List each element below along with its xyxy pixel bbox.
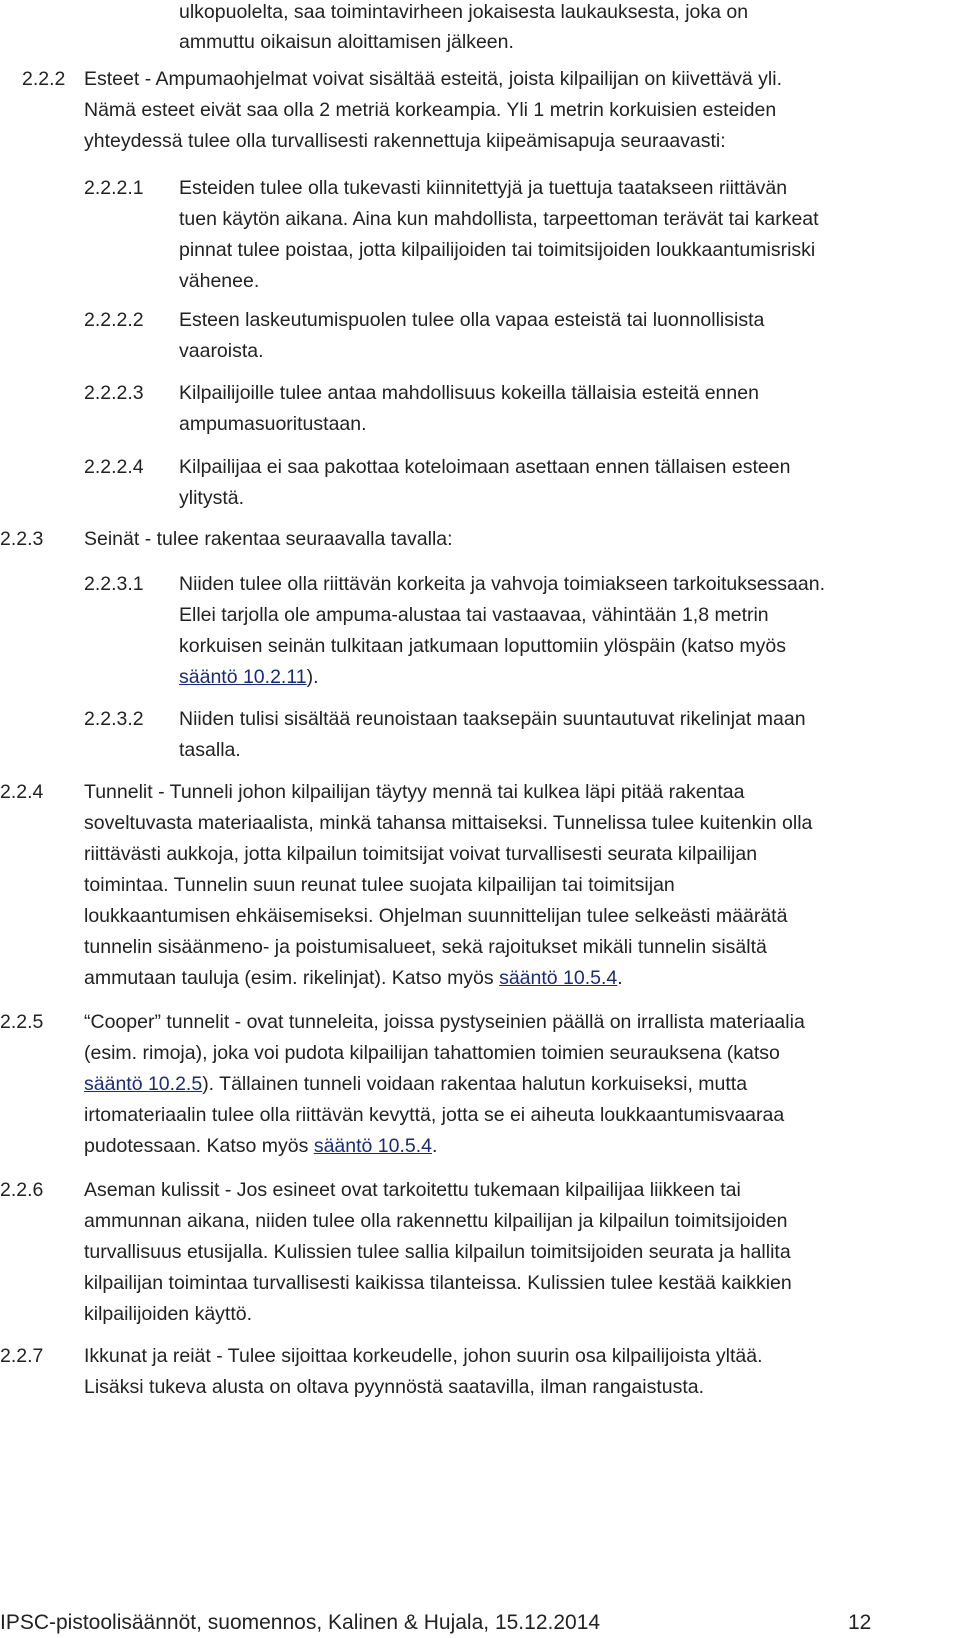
paragraph-line: riittävästi aukkoja, jotta kilpailun toimitsijat voivat turvallisesti seurata kilpailijan (84, 843, 758, 865)
paragraph-line: toimintaa. Tunnelin suun reunat tulee suojata kilpailijan tai toimitsijan (84, 874, 675, 896)
paragraph-line: Kilpailijaa ei saa pakottaa koteloimaan asettaan ennen tällaisen esteen (179, 456, 791, 478)
paragraph-line: Ellei tarjolla ole ampuma-alustaa tai vastaavaa, vähintään 1,8 metrin (179, 604, 769, 626)
section-number: 2.2.3 (0, 528, 44, 550)
paragraph-line: ampumasuoritustaan. (179, 413, 367, 435)
paragraph-line: tasalla. (179, 739, 241, 761)
paragraph-line: tunnelin sisäänmeno- ja poistumisalueet, sekä rajoitukset mikäli tunnelin sisältä (84, 936, 767, 958)
paragraph-line: Niiden tulisi sisältää reunoistaan taaksepäin suuntautuvat rikelinjat maan (179, 708, 806, 730)
paragraph-line (84, 963, 623, 994)
subsection-number: 2.2.3.1 (84, 573, 144, 595)
intro-line: ammuttu oikaisun aloittamisen jälkeen. (179, 31, 514, 53)
paragraph-line: Aseman kulissit - Jos esineet ovat tarkoitettu tukemaan kilpailijaa liikkeen tai (84, 1179, 741, 1201)
subsection-number: 2.2.2.3 (84, 382, 144, 404)
paragraph-line: ammunnan aikana, niiden tulee olla rakennettu kilpailijan ja kilpailun toimitsijoiden (84, 1210, 788, 1232)
paragraph-line: Esteiden tulee olla tukevasti kiinnitettyjä ja tuettuja taatakseen riittävän (179, 177, 788, 199)
link-suffix: . (432, 1135, 438, 1157)
page-footer: IPSC-pistoolisäännöt, suomennos, Kalinen & Hujala, 15.12.2014 (0, 1611, 601, 1634)
paragraph-line: vaaroista. (179, 340, 264, 362)
paragraph-line: kilpailijoiden käyttö. (84, 1303, 253, 1325)
paragraph-line: “Cooper” tunnelit - ovat tunneleita, joissa pystyseinien päällä on irrallista materiaalia (84, 1011, 805, 1033)
link-suffix: ). (306, 666, 319, 688)
paragraph-line: vähenee. (179, 270, 260, 292)
rule-link[interactable]: sääntö 10.2.11 (179, 666, 307, 688)
paragraph-line (84, 1069, 747, 1100)
paragraph-line: Esteen laskeutumispuolen tulee olla vapaa esteistä tai luonnollisista (179, 309, 765, 331)
line-text: pudotessaan. Katso myös (84, 1135, 314, 1157)
paragraph-line: kilpailijan toimintaa turvallisesti kaikissa tilanteissa. Kulissien tulee kestää kaikkien (84, 1272, 792, 1294)
paragraph-line: yhteydessä tulee olla turvallisesti rakennettuja kiipeämisapuja seuraavasti: (84, 130, 726, 152)
intro-line: ulkopuolelta, saa toimintavirheen jokaisesta laukauksesta, joka on (179, 1, 749, 23)
paragraph-line (84, 1131, 437, 1162)
paragraph-line (179, 662, 319, 693)
rule-link[interactable]: sääntö 10.5.4 (313, 1135, 432, 1157)
line-text: ammutaan tauluja (esim. rikelinjat). Katso myös (84, 967, 500, 989)
paragraph-line: soveltuvasta materiaalista, minkä tahansa mittaiseksi. Tunnelissa tulee kuitenkin olla (84, 812, 813, 834)
paragraph-line: Nämä esteet eivät saa olla 2 metriä korkeampia. Yli 1 metrin korkuisien esteiden (84, 99, 777, 121)
subsection-number: 2.2.2.4 (84, 456, 144, 478)
paragraph-line: loukkaantumisen ehkäisemiseksi. Ohjelman suunnittelijan tulee selkeästi määrätä (84, 905, 788, 927)
paragraph-line: ylitystä. (179, 487, 245, 509)
paragraph-line: Seinät - tulee rakentaa seuraavalla tavalla: (84, 528, 453, 550)
subsection-number: 2.2.3.2 (84, 708, 144, 730)
paragraph-line: turvallisuus etusijalla. Kulissien tulee sallia kilpailun toimitsijoiden seurata ja hallita (84, 1241, 791, 1263)
section-number: 2.2.4 (0, 781, 44, 803)
section-number: 2.2.7 (0, 1345, 44, 1367)
paragraph-line: Lisäksi tukeva alusta on oltava pyynnöstä saatavilla, ilman rangaistusta. (84, 1376, 705, 1398)
section-number: 2.2.5 (0, 1011, 44, 1033)
section-number: 2.2.6 (0, 1179, 44, 1201)
rule-link[interactable]: sääntö 10.5.4 (499, 967, 618, 989)
paragraph-line: irtomateriaalin tulee olla riittävän kevyttä, jotta se ei aiheuta loukkaantumisvaaraa (84, 1104, 785, 1126)
line-text: ). Tällainen tunneli voidaan rakentaa halutun korkuiseksi, mutta (202, 1073, 748, 1095)
rule-link[interactable]: sääntö 10.2.5 (84, 1073, 203, 1095)
paragraph-line: (esim. rimoja), joka voi pudota kilpailijan tahattomien toimien seurauksena (katso (84, 1042, 780, 1064)
page-number: 12 (848, 1611, 872, 1634)
paragraph-line: Niiden tulee olla riittävän korkeita ja vahvoja toimiakseen tarkoituksessaan. (179, 573, 826, 595)
paragraph-line: Esteet - Ampumaohjelmat voivat sisältää esteitä, joista kilpailijan on kiivettävä yli. (84, 68, 782, 90)
subsection-number: 2.2.2.2 (84, 309, 144, 331)
subsection-number: 2.2.2.1 (84, 177, 144, 199)
paragraph-line: korkuisen seinän tulkitaan jatkumaan loputtomiin ylöspäin (katso myös (179, 635, 786, 657)
paragraph-line: pinnat tulee poistaa, jotta kilpailijoiden tai toimitsijoiden loukkaantumisriski (179, 239, 816, 261)
paragraph-line: Tunnelit - Tunneli johon kilpailijan täytyy mennä tai kulkea läpi pitää rakentaa (84, 781, 745, 803)
link-suffix: . (617, 967, 623, 989)
paragraph-line: Kilpailijoille tulee antaa mahdollisuus kokeilla tällaisia esteitä ennen (179, 382, 759, 404)
paragraph-line: tuen käytön aikana. Aina kun mahdollista, tarpeettoman terävät tai karkeat (179, 208, 819, 230)
paragraph-line: Ikkunat ja reiät - Tulee sijoittaa korkeudelle, johon suurin osa kilpailijoista yltää. (84, 1345, 763, 1367)
section-number: 2.2.2 (22, 68, 66, 90)
